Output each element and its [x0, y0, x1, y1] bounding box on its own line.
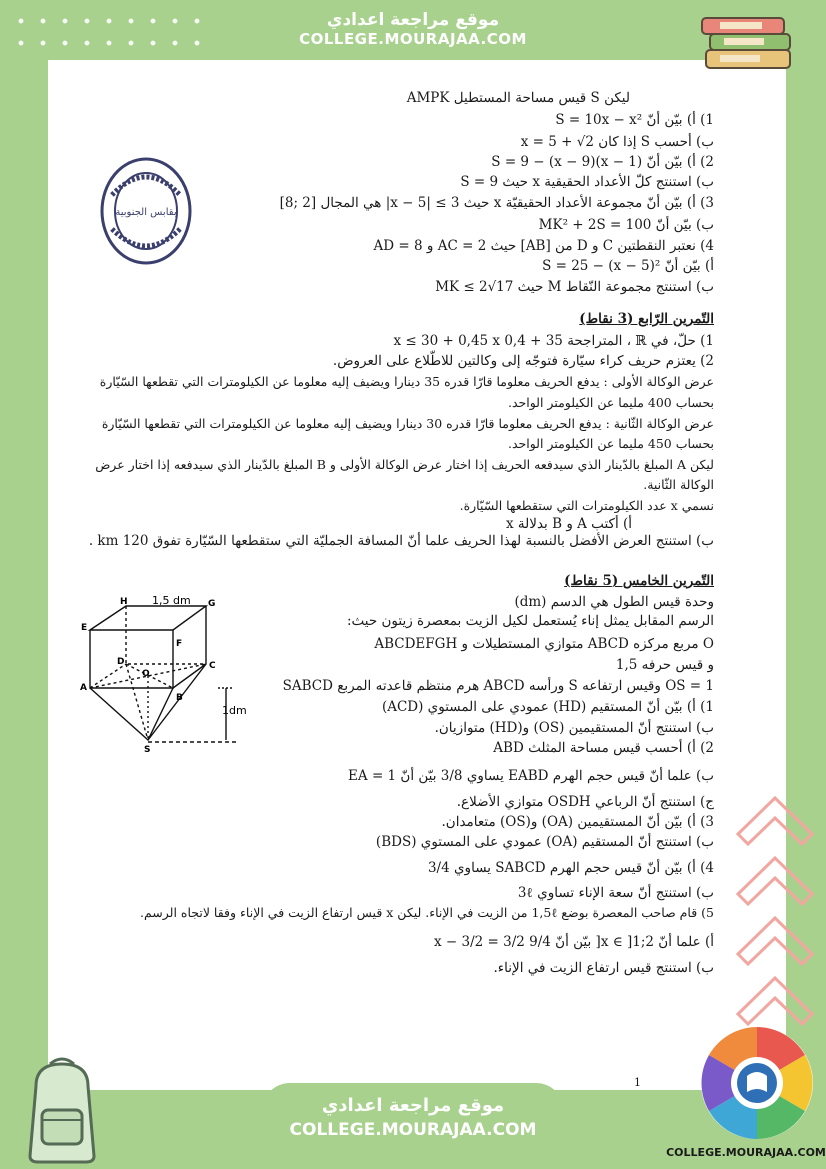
text-line: 2) يعتزم حريف كراء سيّارة فتوجّه إلى وكالتين للاطّلاع على العروض.: [332, 353, 714, 369]
text-line: 3) أ) بيّن أنّ المستقيمين (OA) و(OS) متعامدان.: [441, 814, 714, 830]
text-line: عرض الوكالة الأولى : يدفع الحريف معلوما قارّا قدره 35 دينارا ويضيف إليه معلوما عن الكيلومترات التي تقطعها السّيّارة: [99, 374, 714, 389]
vertex-G: G: [208, 599, 216, 609]
text-line: ب) استنتج كلّ الأعداد الحقيقية x حيث S = 9: [460, 174, 714, 190]
exercise-title: التّمرين الرّابع (3 نقاط): [579, 311, 714, 327]
text-line: 1) أ) بيّن أنّ S = 10x − x²: [555, 112, 714, 128]
brand-url[interactable]: COLLEGE.MOURAJAA.COM: [666, 1146, 826, 1159]
text-line: ب) استنتج مجموعة النّقاط M حيث MK ≤ 2√17: [435, 279, 714, 295]
site-url[interactable]: COLLEGE.MOURAJAA.COM: [299, 30, 527, 48]
books-icon: [700, 10, 796, 74]
text-line: وحدة قيس الطول هي الدسم (dm): [514, 594, 714, 610]
text-line: ج) استنتج أنّ الرباعي OSDH متوازي الأضلاع.: [456, 794, 714, 810]
text-line: ب) استنتج أنّ المستقيمين (OS) و(HD) متوازيان.: [434, 720, 714, 736]
text-line: ليكن S قيس مساحة المستطيل AMPK: [406, 90, 630, 106]
text-line: 4) نعتبر النقطتين C و D من [AB] حيث AC = 2 و AD = 8: [373, 238, 714, 254]
bottom-banner[interactable]: [262, 1083, 564, 1163]
text-line: أ) بيّن أنّ S = 25 − (x − 5)²: [542, 258, 714, 274]
text-line: أ) علما أنّ x ∈ ]1;2[ بيّن أنّ 9/4 x − 3/2 = 3/2: [434, 934, 714, 950]
top-dimension-label: 1,5 dm: [152, 596, 191, 607]
stamp-text: بقابس الجنوبية: [115, 207, 177, 218]
text-line: ب) علما أنّ قيس حجم الهرم EABD يساوي 3/8 بيّن أنّ EA = 1: [348, 768, 714, 784]
text-line: و قيس حرفه 1,5: [615, 657, 714, 673]
prism-pyramid-figure: [78, 596, 248, 761]
exercise-title: التّمرين الخامس (5 نقاط): [564, 573, 714, 589]
text-line: ب) استنتج قيس ارتفاع الزيت في الإناء.: [493, 960, 714, 976]
site-name-bottom: موقع مراجعة اعدادي: [321, 1095, 505, 1116]
text-line: ب) استنتج أنّ سعة الإناء تساوي 3ℓ: [517, 885, 714, 901]
top-banner[interactable]: [258, 4, 568, 60]
vertex-H: H: [120, 597, 128, 607]
vertex-E: E: [81, 623, 88, 633]
vertex-S: S: [144, 745, 151, 755]
vertex-A: A: [80, 683, 87, 693]
vertex-D: D: [117, 657, 125, 667]
vertex-C: C: [209, 661, 216, 671]
text-line: ب) بيّن أنّ MK² + 2S = 100: [538, 217, 714, 233]
text-line: الوكالة الثّانية.: [643, 477, 714, 492]
text-line: بحساب 450 مليما عن الكيلومتر الواحد.: [507, 436, 714, 451]
text-line: بحساب 400 مليما عن الكيلومتر الواحد.: [507, 395, 714, 410]
text-line: 2) أ) أحسب قيس مساحة المثلث ABD: [493, 740, 714, 756]
text-line: الرسم المقابل يمثل إناء يُستعمل لكيل الزيت بمعصرة زيتون حيث:: [346, 613, 714, 629]
vertex-B: B: [176, 693, 183, 703]
backpack-icon: [14, 1056, 110, 1164]
page-mark: 1: [634, 1076, 641, 1089]
text-line: أ) أكتب A و B بدلالة x: [506, 516, 632, 532]
side-dimension-label: 1dm: [222, 704, 247, 717]
vertex-F: F: [176, 639, 183, 649]
text-line: 4) أ) بيّن أنّ قيس حجم الهرم SABCD يساوي 3/4: [427, 860, 714, 876]
text-line: عرض الوكالة الثّانية : يدفع الحريف معلوما قارّا قدره 30 دينارا ويضيف إليه معلوما عن الكيلومترات التي تقطعها السّيّارة: [101, 416, 714, 431]
decorative-dots: [10, 10, 200, 54]
site-name: موقع مراجعة اعدادي: [326, 10, 500, 30]
text-line: ب) استنتج العرض الأفضل بالنسبة لهذا الحريف علما أنّ المسافة الجمليّة التي ستقطعها السّيّارة تفوق 120 km .: [88, 533, 714, 549]
text-line: SABCD هرم منتظم قاعدته المربع ABCD ورأسه S وقيس ارتفاعه OS = 1: [282, 678, 714, 694]
text-line: ABCDEFGH متوازي المستطيلات و ABCD مربع مركزه O: [374, 636, 714, 652]
text-line: 1) حلّ، في ℝ ، المتراجحة 35 + 0,4 x ≤ 30 + 0,45 x: [393, 333, 714, 349]
official-stamp-icon: [98, 155, 194, 267]
site-logo-icon: [698, 1024, 816, 1142]
text-line: ب) استنتج أنّ المستقيم (OA) عمودي على المستوي (BDS): [375, 834, 714, 850]
text-line: ليكن A المبلغ بالدّينار الذي سيدفعه الحريف إذا اختار عرض الوكالة الأولى و B المبلغ بالدّينار الذي سيدفعه إذا اختار عرض: [95, 457, 714, 472]
text-line: 3) أ) بيّن أنّ مجموعة الأعداد الحقيقيّة x حيث 3 ≥ |x − 5| هي المجال [2 ;8]: [279, 195, 714, 211]
chevron-up-decoration-icon: [730, 790, 820, 1050]
vertex-O: O: [142, 669, 150, 679]
text-line: 2) أ) بيّن أنّ S = 9 − (x − 9)(x − 1): [491, 154, 714, 170]
text-line: 5) قام صاحب المعصرة بوضع 1,5ℓ من الزيت في الإناء. ليكن x قيس ارتفاع الزيت في الإناء وفقا لاتجاه الرسم.: [140, 905, 714, 920]
text-line: ب) أحسب S إذا كان x = 5 + √2: [520, 134, 714, 150]
text-line: 1) أ) بيّن أنّ المستقيم (HD) عمودي على المستوي (ACD): [381, 699, 714, 715]
text-line: نسمي x عدد الكيلومترات التي ستقطعها السّيّارة.: [459, 498, 714, 513]
site-url-bottom[interactable]: COLLEGE.MOURAJAA.COM: [289, 1120, 537, 1140]
